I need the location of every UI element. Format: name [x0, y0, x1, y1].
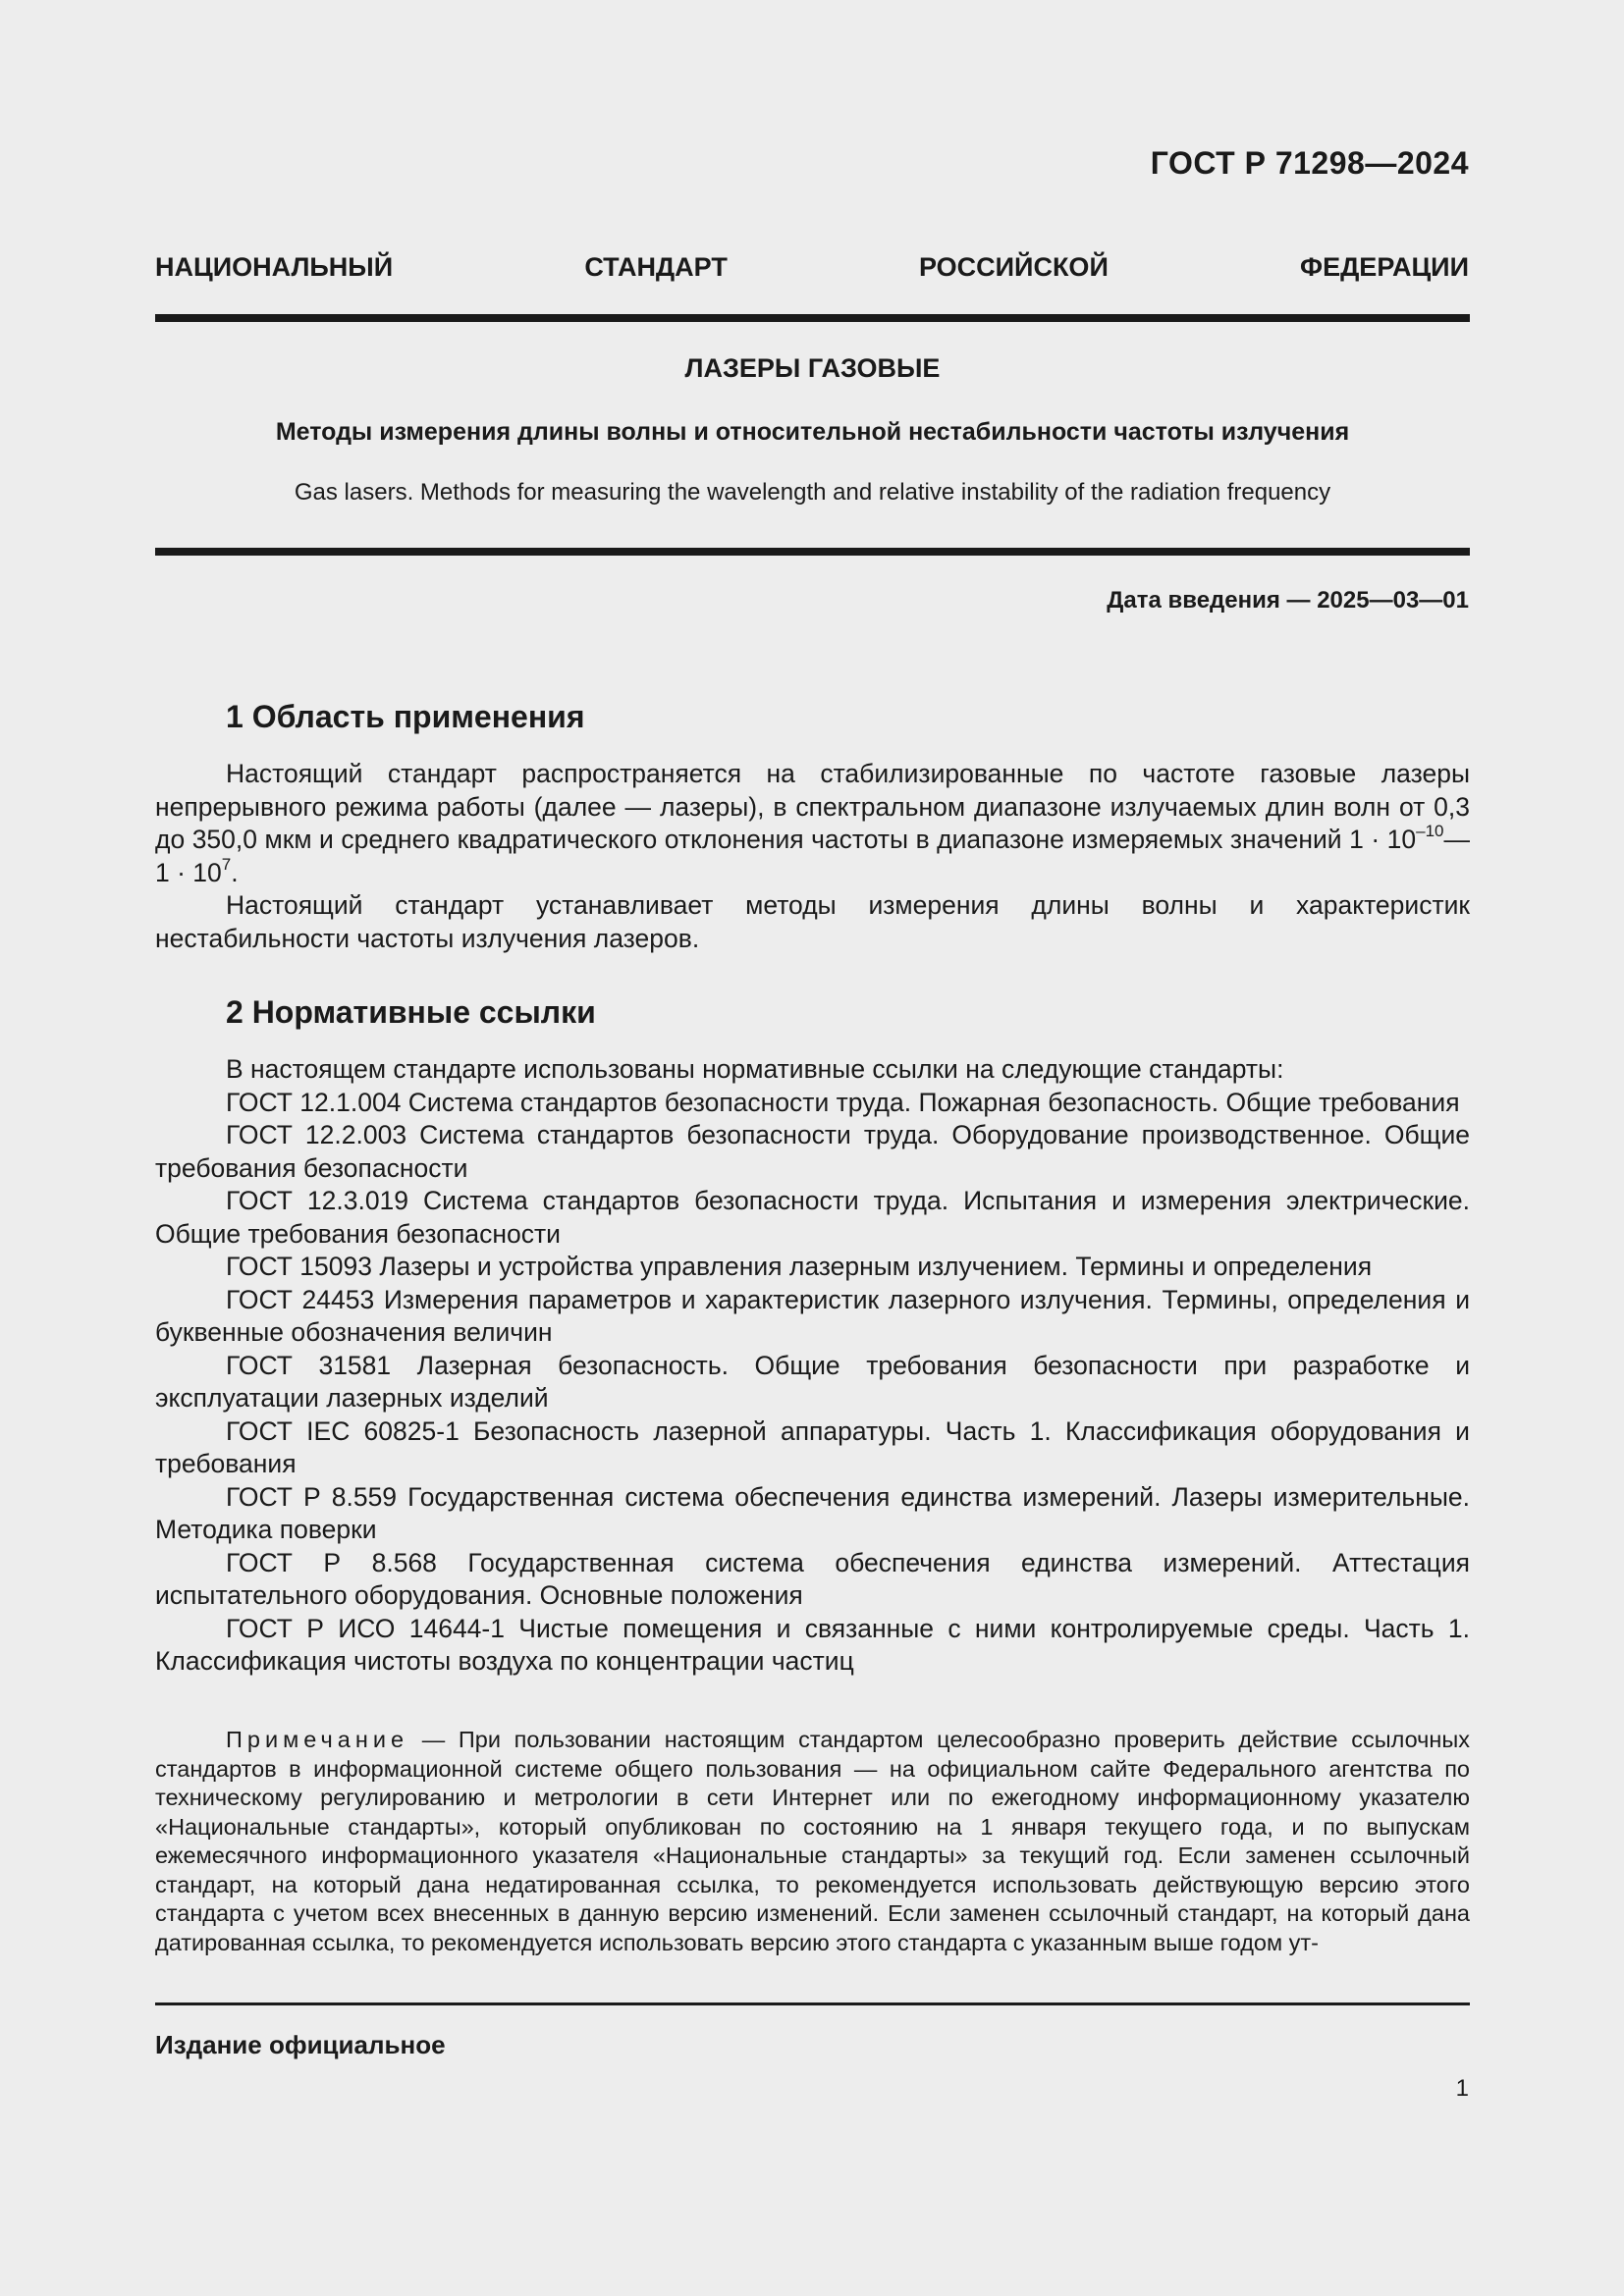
- introduction-date: Дата введения — 2025—03—01: [1107, 587, 1469, 614]
- footer-divider: [155, 2002, 1470, 2005]
- section-2-heading: [155, 994, 596, 1031]
- reference-item: ГОСТ 12.1.004 Система стандартов безопасности труда. Пожарная безопасность. Общие требования: [226, 1087, 1460, 1117]
- paragraph-text: .: [231, 857, 239, 887]
- section-2-body: [155, 1053, 1470, 1679]
- reference-item: ГОСТ 24453 Измерения параметров и характеристик лазерного излучения. Термины, определения и буквенные обозначения величин: [155, 1284, 1470, 1347]
- exponent: 7: [221, 854, 232, 874]
- reference-item: ГОСТ Р 8.559 Государственная система обеспечения единства измерений. Лазеры измерительные. Методика поверки: [155, 1481, 1470, 1544]
- reference-item: ГОСТ Р ИСО 14644-1 Чистые помещения и связанные с ними контролируемые среды. Часть 1. Классификация чистоты воздуха по концентрации частиц: [155, 1613, 1470, 1676]
- reference-item: ГОСТ 31581 Лазерная безопасность. Общие требования безопасности при разработке и эксплуатации лазерных изделий: [155, 1350, 1470, 1413]
- standard-title-english: Gas lasers. Methods for measuring the wavelength and relative instability of the radiation frequency: [294, 479, 1331, 506]
- section-2-heading-text: 2 Нормативные ссылки: [226, 994, 596, 1030]
- section-1-body: [155, 758, 1470, 955]
- section-1-paragraph-2: Настоящий стандарт устанавливает методы измерения длины волны и характеристик нестабильности частоты излучения лазеров.: [155, 890, 1470, 953]
- note-block: [155, 1726, 1470, 1957]
- national-standard-title: НАЦИОНАЛЬНЫЙ СТАНДАРТ РОССИЙСКОЙ ФЕДЕРАЦИИ: [155, 252, 1469, 282]
- paragraph-text: Настоящий стандарт распространяется на стабилизированные по частоте газовые лазеры непрерывного режима работы (далее — лазеры), в спектральном диапазоне излучаемых длин волн от 0,3 до 350,0 мкм и среднего квадратического отклонения частоты в диапазоне измеряемых значений 1 · 10: [155, 759, 1470, 854]
- official-edition-label: Издание официальное: [155, 2030, 446, 2059]
- note-text: — При пользовании настоящим стандартом целесообразно проверить действие ссылочных стандартов в информационной системе общего пользования — на официальном сайте Федерального агентства по техническому регулированию и метрологии в сети Интернет или по ежегодному информационному указателю «Национальные стандарты», который опубликован по состоянию на 1 января текущего года, и по выпускам ежемесячного информационного указателя «Национальные стандарты» за текущий год. Если заменен ссылочный стандарт, на который дана недатированная ссылка, то рекомендуется использовать действующую версию этого стандарта с учетом всех внесенных в данную версию изменений. Если заменен ссылочный стандарт, на который дана датированная ссылка, то рекомендуется использовать версию этого стандарта с указанным выше годом ут-: [155, 1727, 1470, 1955]
- header-divider: [155, 314, 1470, 322]
- exponent: –10: [1416, 822, 1444, 841]
- reference-item: ГОСТ Р 8.568 Государственная система обеспечения единства измерений. Аттестация испытательного оборудования. Основные положения: [155, 1547, 1470, 1610]
- section-1-heading: [155, 699, 585, 735]
- page-number: 1: [1455, 2075, 1469, 2102]
- paragraph-text: —1 · 10: [155, 825, 1470, 887]
- section-1-heading-text: 1 Область применения: [226, 699, 585, 734]
- reference-item: ГОСТ 12.3.019 Система стандартов безопасности труда. Испытания и измерения электрические. Общие требования безопасности: [155, 1186, 1470, 1249]
- document-number: ГОСТ Р 71298—2024: [1150, 145, 1469, 181]
- standard-subtitle: Методы измерения длины волны и относительной нестабильности частоты излучения: [275, 418, 1350, 446]
- title-divider: [155, 548, 1470, 556]
- reference-item: ГОСТ IEC 60825-1 Безопасность лазерной аппаратуры. Часть 1. Классификация оборудования и требования: [155, 1415, 1470, 1478]
- reference-item: ГОСТ 12.2.003 Система стандартов безопасности труда. Оборудование производственное. Общие требования безопасности: [155, 1120, 1470, 1183]
- note-label: Примечание: [226, 1727, 409, 1752]
- note-paragraph: [155, 1726, 1470, 1957]
- section-1-paragraph-1: [155, 758, 1470, 889]
- section-2-intro: В настоящем стандарте использованы нормативные ссылки на следующие стандарты:: [226, 1054, 1284, 1084]
- reference-item: ГОСТ 15093 Лазеры и устройства управления лазерным излучением. Термины и определения: [226, 1252, 1373, 1281]
- standard-title: ЛАЗЕРЫ ГАЗОВЫЕ: [684, 353, 941, 383]
